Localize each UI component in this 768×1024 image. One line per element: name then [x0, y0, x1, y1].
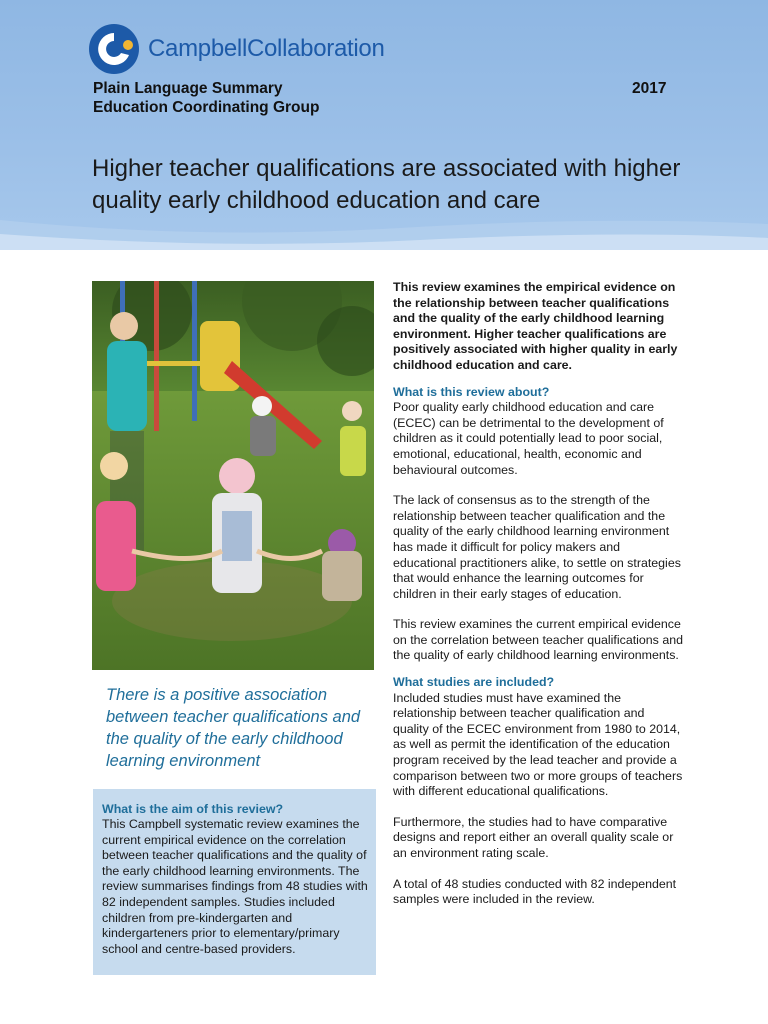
- campbell-logo: [88, 24, 385, 74]
- intro-paragraph: This review examines the empirical evidence on the relationship between teacher qualifications and the quality of the early childhood learning environment. Higher teacher qualifications are positively associated with higher quality in early childhood education and care.: [393, 280, 678, 372]
- about-paragraph-2: The lack of consensus as to the strength of the relationship between teacher qualification and the quality of the early childhood learning environment has made it difficult for policy makers and educational practitioners alike, to settle on strategies that would enhance the learning outcomes for children in their early stages of education.: [393, 493, 681, 601]
- about-paragraph-3: This review examines the current empirical evidence on the correlation between teacher qualifications and the quality of early childhood learning environments.: [393, 617, 683, 663]
- header-wave-decoration: [0, 210, 768, 250]
- page-title: Higher teacher qualifications are associated with higher quality early childhood education and care: [92, 155, 681, 214]
- about-heading: What is this review about?: [393, 384, 550, 399]
- aim-sidebar-box: [93, 789, 376, 975]
- campbell-logo-icon: [88, 23, 140, 75]
- about-paragraph-1: Poor quality early childhood education and care (ECEC) can be detrimental to the development of children as it could potentially lead to poor social, emotional, educational, health, economic and behavioural outcomes.: [393, 400, 664, 477]
- photo-illustration: [92, 281, 374, 670]
- studies-paragraph-3: A total of 48 studies conducted with 82 independent samples were included in the review.: [393, 876, 677, 907]
- studies-paragraph-1: Included studies must have examined the relationship between teacher qualification and quality of the ECEC environment from 1980 to 2014, as well as permit the identification of the education program received by the lead teacher and provide a comparison between two or more groups of teachers with different educational qualifications.: [393, 690, 683, 799]
- pull-quote: There is a positive association between teacher qualifications and the quality of the early childhood learning environment: [106, 686, 361, 770]
- publication-year: 2017: [632, 80, 667, 97]
- summary-type: Plain Language Summary: [93, 80, 283, 97]
- children-playing-photo: [92, 281, 374, 670]
- studies-heading: What studies are included?: [393, 675, 555, 690]
- coordinating-group: Education Coordinating Group: [93, 99, 320, 116]
- aim-heading: What is the aim of this review?: [102, 802, 284, 816]
- studies-paragraph-2: Furthermore, the studies had to have comparative designs and report either an overall quality scale or an environment rating scale.: [393, 814, 674, 860]
- aim-text: This Campbell systematic review examines the current empirical evidence on the correlation between teacher qualifications and the quality of the early childhood learning environments. The review summarises findings from 48 studies with 82 independent samples. Studies included children from pre-kindergarten and kindergarteners prior to elementary/primary school and centre-based providers.: [102, 817, 368, 956]
- header-banner: [0, 0, 768, 250]
- logo-wordmark: CampbellCollaboration: [148, 35, 385, 62]
- main-column: [393, 280, 683, 908]
